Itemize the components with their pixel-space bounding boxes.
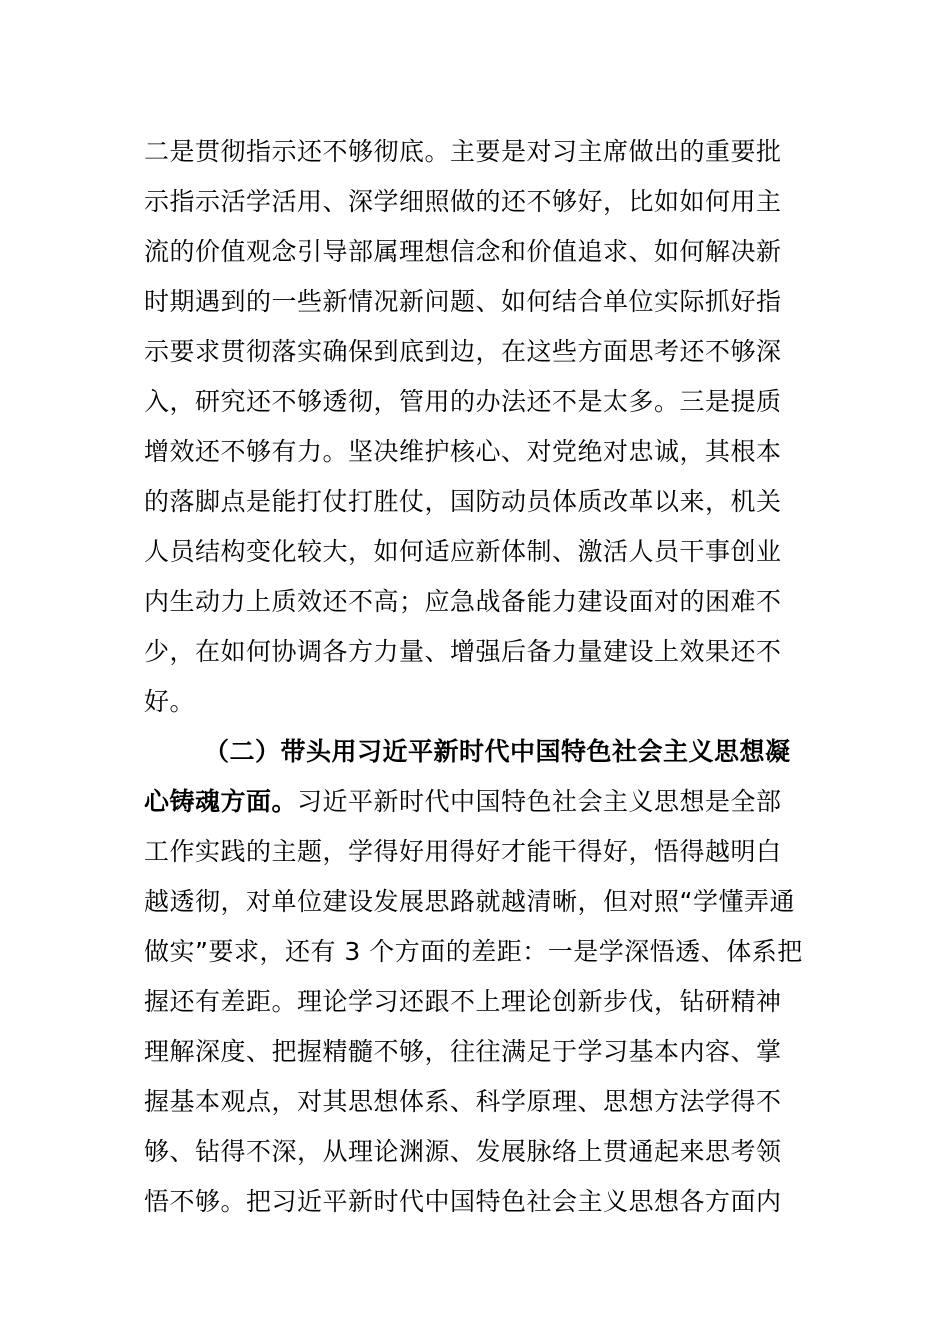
text-line: 的落脚点是能打仗打胜仗，国防动员体质改革以来，机关 bbox=[144, 487, 782, 516]
text-line: 示要求贯彻落实确保到底到边，在这些方面思考还不够深 bbox=[144, 337, 782, 366]
text-line: 越透彻，对单位建设发展思路就越清晰，但对照“学懂弄通 bbox=[144, 887, 795, 916]
text-line: 做实”要求，还有 3 个方面的差距：一是学深悟透、体系把 bbox=[144, 937, 803, 966]
section-heading: （二）带头用习近平新时代中国特色社会主义思想凝 bbox=[204, 737, 791, 766]
text-line: 少，在如何协调各方力量、增强后备力量建设上效果还不 bbox=[144, 637, 782, 666]
text-line: 二是贯彻指示还不够彻底。主要是对习主席做出的重要批 bbox=[144, 137, 782, 166]
text-line: 人员结构变化较大，如何适应新体制、激活人员干事创业 bbox=[144, 537, 782, 566]
text-line: 理解深度、把握精髓不够，往往满足于学习基本内容、掌 bbox=[144, 1037, 782, 1066]
text-line: 时期遇到的一些新情况新问题、如何结合单位实际抓好指 bbox=[144, 287, 782, 316]
section-heading-end: 心铸魂方面。 bbox=[144, 787, 298, 816]
text-line: 好。 bbox=[144, 687, 196, 716]
text-line: 流的价值观念引导部属理想信念和价值追求、如何解决新 bbox=[144, 237, 782, 266]
text-line: 入，研究还不够透彻，管用的办法还不是太多。三是提质 bbox=[144, 387, 782, 416]
text-line: 示指示活学活用、深学细照做的还不够好，比如如何用主 bbox=[144, 187, 782, 216]
text-line: 内生动力上质效还不高；应急战备能力建设面对的困难不 bbox=[144, 587, 782, 616]
text-line: 增效还不够有力。坚决维护核心、对党绝对忠诚，其根本 bbox=[144, 437, 782, 466]
heading-continuation bbox=[144, 786, 808, 818]
text-line: 够、钻得不深，从理论渊源、发展脉络上贯通起来思考领 bbox=[144, 1137, 782, 1166]
text-line: 握还有差距。理论学习还跟不上理论创新步伐，钻研精神 bbox=[144, 987, 782, 1016]
text-line: 工作实践的主题，学得好用得好才能干得好，悟得越明白 bbox=[144, 837, 782, 866]
section-text-start: 习近平新时代中国特色社会主义思想是全部 bbox=[297, 787, 782, 816]
text-line: 握基本观点，对其思想体系、科学原理、思想方法学得不 bbox=[144, 1087, 782, 1116]
text-line: 悟不够。把习近平新时代中国特色社会主义思想各方面内 bbox=[144, 1187, 782, 1216]
